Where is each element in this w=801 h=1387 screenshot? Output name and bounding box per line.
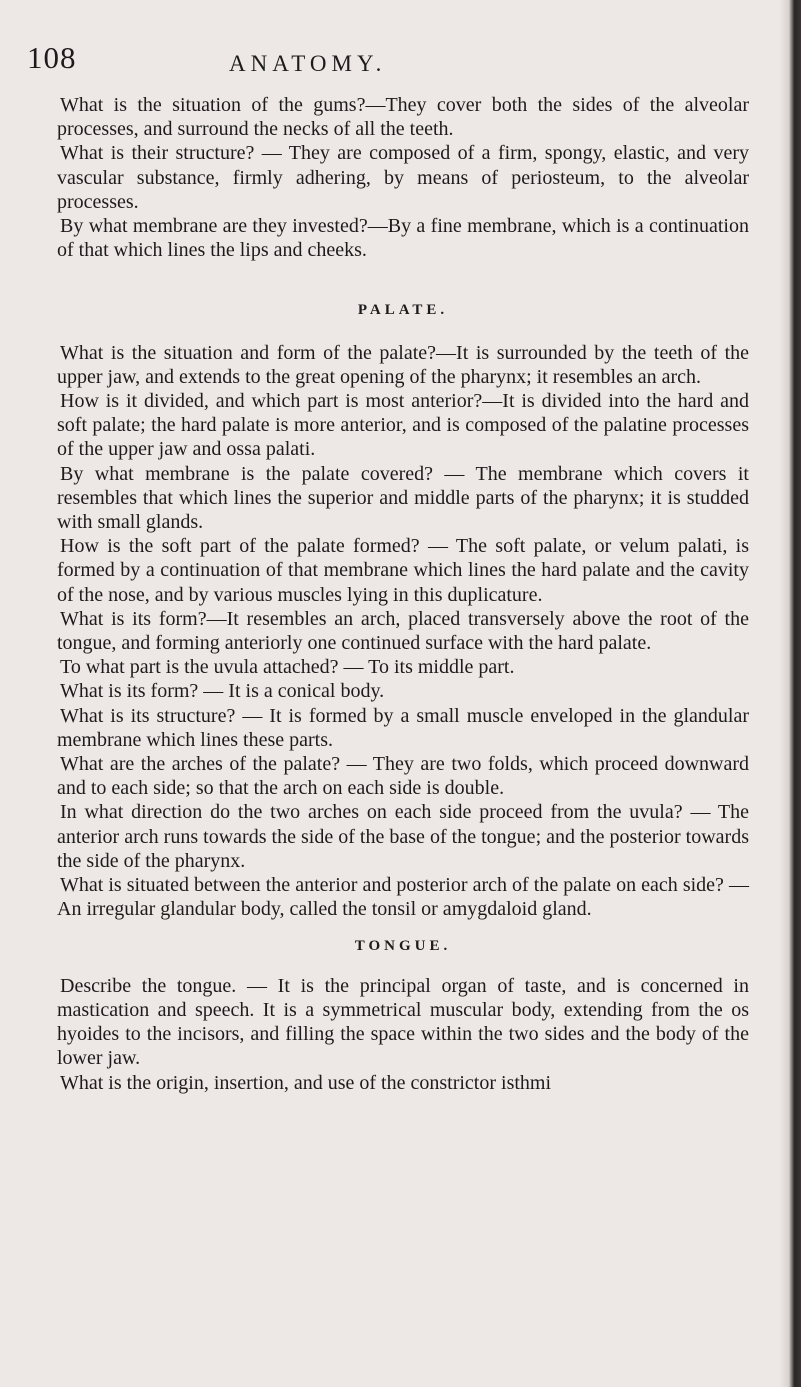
paragraph-uvula-form: What is its form? — It is a conical body. xyxy=(60,680,385,703)
paragraph-constrictor-question: What is the origin, insertion, and use of the constrictor isthmi xyxy=(60,1071,552,1094)
page-header xyxy=(27,38,747,78)
section-heading-palate: PALATE. xyxy=(357,302,449,319)
page-number: 108 xyxy=(27,40,77,75)
paragraph-uvula-attachment: To what part is the uvula attached? — To its middle part. xyxy=(60,656,515,679)
paragraph-arches: What are the arches of the palate? — They are two folds, which proceed downward and to each side; so that the arch on each side is double. xyxy=(57,753,749,800)
paragraph-arches-direction: In what direction do the two arches on each side proceed from the uvula? — The anterior arch runs towards the side of the base of the tongue; and the posterior towards the side of the pharynx. xyxy=(57,801,749,872)
paragraph-palate-form: What is its form?—It resembles an arch, placed transversely above the root of the tongue, and forming anteriorly one continued surface with the hard palate. xyxy=(57,607,749,655)
body-text xyxy=(57,93,749,1095)
paragraph-palate-situation: What is the situation and form of the palate?—It is surrounded by the teeth of the upper jaw, and extends to the great opening of the pharynx; it resembles an arch. xyxy=(57,341,749,388)
paragraph-uvula-structure: What is its structure? — It is formed by a small muscle enveloped in the glandular membrane which lines these parts. xyxy=(57,704,749,751)
paragraph-gums-structure: What is their structure? — They are composed of a firm, spongy, elastic, and very vascular substance, firmly adhering, by means of periosteum, to the alveolar processes. xyxy=(57,142,749,213)
paragraph-tongue-description: Describe the tongue. — It is the principal organ of taste, and is concerned in mastication and speech. It is a symmetrical muscular body, extending from the os hyoides to the incisors, and filling the space within the two sides and the body of the lower jaw. xyxy=(57,974,749,1070)
section-heading-tongue: TONGUE. xyxy=(354,937,452,954)
paragraph-gums-situation: What is the situation of the gums?—They cover both the sides of the alveolar processes, and surround the necks of all the teeth. xyxy=(57,94,749,141)
paragraph-palate-division: How is it divided, and which part is most anterior?—It is divided into the hard and soft palate; the hard palate is more anterior, and is composed of the palatine processes of the upper jaw and ossa palati. xyxy=(57,390,749,461)
paragraph-palate-membrane: By what membrane is the palate covered? — The membrane which covers it resembles that which lines the superior and middle parts of the pharynx; it is studded with small glands. xyxy=(57,462,749,534)
paragraph-tonsil: What is situated between the anterior and posterior arch of the palate on each side? — An irregular glandular body, called the tonsil or amygdaloid gland. xyxy=(57,874,749,921)
paragraph-gums-membrane: By what membrane are they invested?—By a fine membrane, which is a continuation of that which lines the lips and cheeks. xyxy=(57,215,749,262)
running-head: ANATOMY. xyxy=(229,51,387,76)
paragraph-soft-palate: How is the soft part of the palate formed? — The soft palate, or velum palati, is formed by a continuation of that membrane which lines the hard palate and the cavity of the nose, and by various muscles lying in this duplicature. xyxy=(57,535,749,606)
page-edge-shadow xyxy=(779,0,801,1387)
